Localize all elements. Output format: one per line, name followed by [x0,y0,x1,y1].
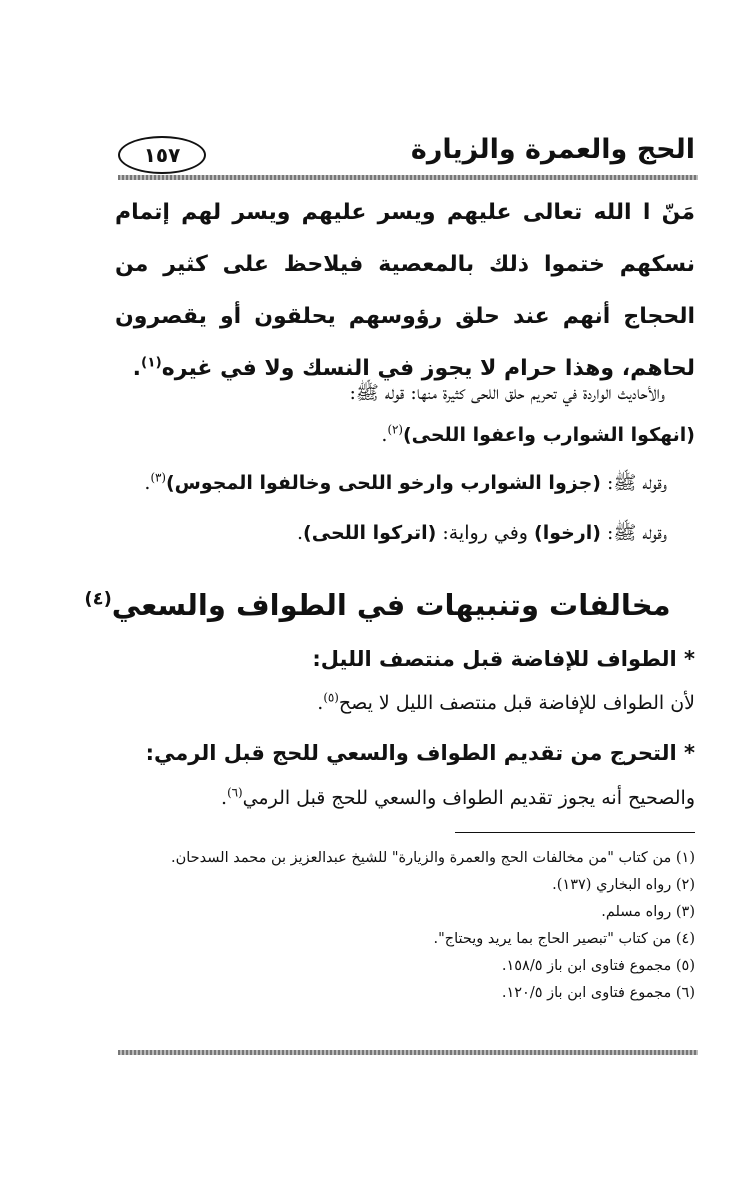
item-1-title: * الطواف للإفاضة قبل منتصف الليل: [312,647,695,671]
hadith-3-alt: (اتركوا اللحى) [303,522,437,544]
period: . [221,787,228,809]
period: . [144,472,151,494]
footnote-ref: (١) [140,354,162,371]
footnote-item: (٣) رواه مسلم. [601,904,695,920]
footnote-item: (٢) رواه البخاري (١٣٧). [552,877,695,893]
hadith-1-text: (انهكوا الشوارب واعفوا اللحى) [402,424,695,446]
hadith-3-lead: وقوله ﷺ: [607,522,667,544]
hadith-intro-text: والأحاديث الواردة في تحريم حلق اللحى كثيرة منها: قوله ﷺ: [349,382,665,404]
hadith-2-lead: وقوله ﷺ: [607,472,667,494]
section-heading [0,575,755,635]
hadith-3-line [297,513,667,553]
hadith-2-text: (جزوا الشوارب وارخو اللحى وخالفوا المجوس) [165,472,601,494]
footnote-ref: (٥) [323,690,339,705]
footnote-item: (٤) من كتاب "تبصير الحاج بما يريد ويحتاج". [433,931,695,947]
item-1-text: لأن الطواف للإفاضة قبل منتصف الليل لا يصح [338,692,695,714]
footnote-item: (١) من كتاب "من مخالفات الحج والعمرة والزيارة" للشيخ عبدالعزيز بن محمد السدحان. [170,850,695,866]
period: . [381,424,388,446]
item-2-text: والصحيح أنه يجوز تقديم الطواف والسعي للحج قبل الرمي [242,787,695,809]
footnote-separator [455,832,695,833]
item-2-title: * التحرج من تقديم الطواف والسعي للحج قبل الرمي: [145,741,695,765]
footnote-ref: (٣) [150,470,166,485]
footnote-list [115,845,695,1007]
intro-paragraph [115,187,695,395]
footnote-ref: (٦) [227,785,243,800]
footnote-item: (٥) مجموع فتاوى ابن باز ١٥٨/٥. [501,958,695,974]
section-heading-text: مخالفات وتنبيهات في الطواف والسعي [111,588,671,622]
header-divider [118,175,698,180]
footer-divider [118,1050,698,1055]
footnote-ref: (٢) [387,422,403,437]
hadith-3-mid: وفي رواية: [442,522,528,544]
item-1-body [317,683,695,723]
hadith-intro-paragraph [115,372,695,456]
running-title: الحج والعمرة والزيارة [410,134,695,165]
period: . [296,522,304,544]
period: . [317,692,324,714]
footnote-ref: (٤) [84,588,112,610]
period: . [132,356,141,381]
footnote-item: (٦) مجموع فتاوى ابن باز ١٢٠/٥. [501,985,695,1001]
page-number-badge: ١٥٧ [118,136,206,174]
hadith-3-text: (ارخوا) [534,522,601,544]
intro-paragraph-text: مَنّ ا الله تعالى عليهم ويسر عليهم ويسر لهم إتمام نسكهم ختموا ذلك بالمعصية فيلاحظ على كثير من الحجاج أنهم عند حلق رؤوسهم يحلقون أو يقصرون لحاهم، وهذا حرام لا يجوز في النسك ولا في غيره [115,200,695,381]
item-2-body [221,778,695,818]
hadith-2-line [144,463,667,503]
